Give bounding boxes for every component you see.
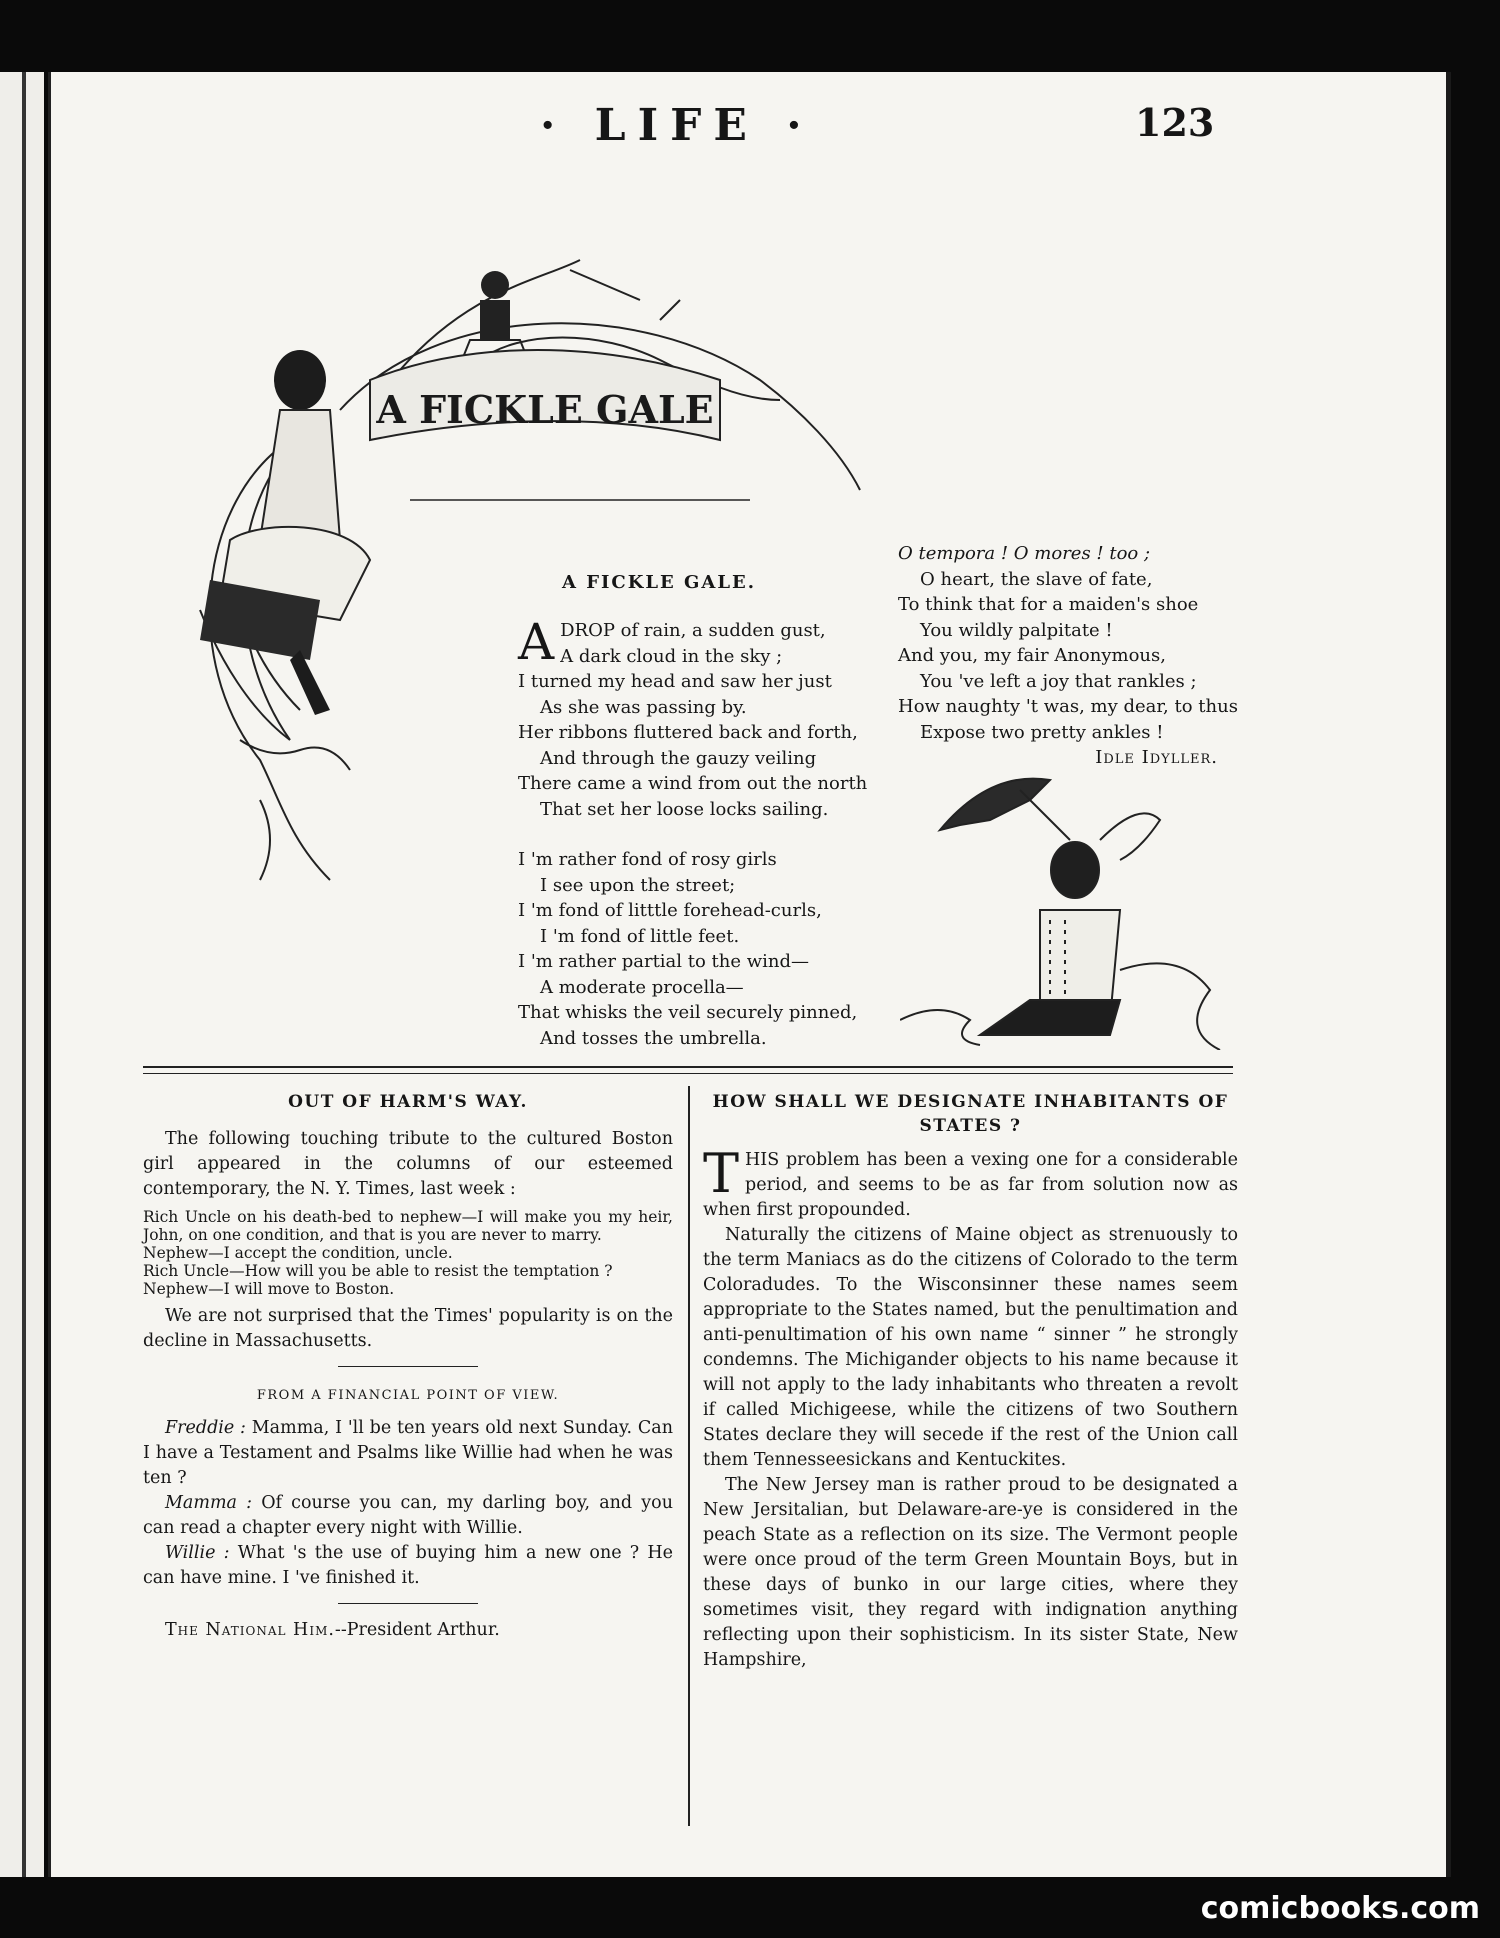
left-intro: The following touching tribute to the cultured Boston girl appeared in the columns of our esteemed contemporary, the N. Y. Times, last week : [143, 1129, 673, 1199]
page-number: 123 [1135, 100, 1215, 145]
quote-line-2: Nephew—I accept the condition, uncle. [143, 1244, 453, 1262]
poem-line-13: I 'm rather partial to the wind— [518, 951, 810, 972]
poem-line-15: That whisks the veil securely pinned, [518, 1002, 858, 1023]
right-paragraph-3: The New Jersey man is rather proud to be designated a New Jersitalian, but Delaware-are-ye is considered in the peach State as a reflection on its size. The Vermont people were once proud of the term Green Mountain Boys, but in these days of bunko in our large cities, where they sometimes visit, they regard with indignation anything reflecting upon their sophisticism. In its sister State, New Hampshire, [703, 1475, 1238, 1670]
poem-line-8: That set her loose locks sailing. [540, 798, 829, 820]
poem-line-19: To think that for a maiden's shoe [898, 594, 1199, 615]
poem-line-22: You 've left a joy that rankles ; [920, 670, 1197, 692]
quote-line-3: Rich Uncle—How will you be able to resist the temptation ? [143, 1262, 613, 1280]
poem-line-24: Expose two pretty ankles ! [920, 721, 1164, 743]
poem-signature: Idle Idyller. [1095, 747, 1218, 768]
right-heading: HOW SHALL WE DESIGNATE INHABITANTS OF STATES ? [712, 1092, 1229, 1136]
poem-line-20: You wildly palpitate ! [920, 619, 1113, 641]
poem-right-block [898, 541, 1238, 771]
previous-page-edge [0, 72, 44, 1877]
section-rule-top [143, 1066, 1233, 1068]
dialogue-willie: Willie : What 's the use of buying him a new one ? He can have mine. I 've finished it. [143, 1543, 673, 1588]
umbrella-girl-illustration [900, 770, 1230, 1050]
poem-line-10: I see upon the street; [540, 874, 736, 896]
poem-line-18: O heart, the slave of fate, [920, 568, 1153, 590]
masthead: · LIFE · [540, 100, 814, 151]
poem-line-3: I turned my head and saw her just [518, 671, 832, 692]
poem-line-7: There came a wind from out the north [518, 773, 868, 794]
left-closing: We are not surprised that the Times' popularity is on the decline in Massachusetts. [143, 1306, 673, 1351]
poem-line-12: I 'm fond of little feet. [540, 925, 740, 947]
poem-left-block [518, 613, 878, 1051]
dialogue-freddie: Freddie : Mamma, I 'll be ten years old next Sunday. Can I have a Testament and Psalms like Willie had when he was ten ? [143, 1418, 673, 1488]
left-final-line: The National Him.--President Arthur. [165, 1620, 500, 1640]
right-paragraph-1: THIS problem has been a vexing one for a considerable period, and seems to be as far from solution now as when first propounded. [703, 1142, 1238, 1220]
poem-line-14: A moderate procella— [540, 976, 744, 998]
quote-line-1: Rich Uncle on his death-bed to nephew—I will make you my heir, John, on one condition, and that is you are never to marry. [143, 1208, 673, 1244]
poem-title: A FICKLE GALE. [562, 572, 757, 593]
poem-line-11: I 'm fond of litttle forehead-curls, [518, 900, 822, 921]
right-dropcap: T [703, 1142, 740, 1205]
poem-line-9: I 'm rather fond of rosy girls [518, 849, 777, 870]
right-column [703, 1090, 1238, 1673]
poem-line-5: Her ribbons fluttered back and forth, [518, 722, 858, 743]
poem-line-17: O tempora ! O mores ! too ; [898, 543, 1151, 564]
left-subheading: FROM A FINANCIAL POINT OF VIEW. [256, 1388, 560, 1403]
poem-line-6: And through the gauzy veiling [540, 747, 817, 769]
poem-line-2: A dark cloud in the sky ; [560, 645, 783, 667]
left-column [143, 1090, 673, 1643]
dialogue-mamma: Mamma : Of course you can, my darling boy, and you can read a chapter every night with Willie. [143, 1493, 673, 1538]
quote-line-4: Nephew—I will move to Boston. [143, 1280, 395, 1298]
poem-line-4: As she was passing by. [540, 696, 747, 718]
poem-line-21: And you, my fair Anonymous, [898, 645, 1166, 666]
left-heading: OUT OF HARM'S WAY. [288, 1092, 528, 1112]
poem-line-1: ADROP of rain, a sudden gust, [518, 613, 826, 671]
right-paragraph-2: Naturally the citizens of Maine object as strenuously to the term Maniacs as do the citizens of Colorado to the term Coloradudes. To the Wisconsinner these names seem appropriate to the States named, but the penultimation and anti-penultimation of his own name “ sinner ” he strongly condemns. The Michigander objects to his name because it will not apply to the lady inhabitants who threaten a revolt if called Michigeese, while the citizens of two Southern States declare they will secede if the rest of the Union call them Tennesseesickans and Kentuckites. [703, 1225, 1238, 1470]
watermark: comicbooks.com [1200, 1891, 1480, 1926]
poem-line-23: How naughty 't was, my dear, to thus [898, 696, 1238, 717]
poem-dropcap: A [518, 613, 555, 671]
column-divider [688, 1086, 690, 1826]
illustration-lettering: A FICKLE GALE [376, 387, 714, 432]
section-rule-bottom [143, 1073, 1233, 1074]
poem-line-16: And tosses the umbrella. [540, 1027, 767, 1049]
